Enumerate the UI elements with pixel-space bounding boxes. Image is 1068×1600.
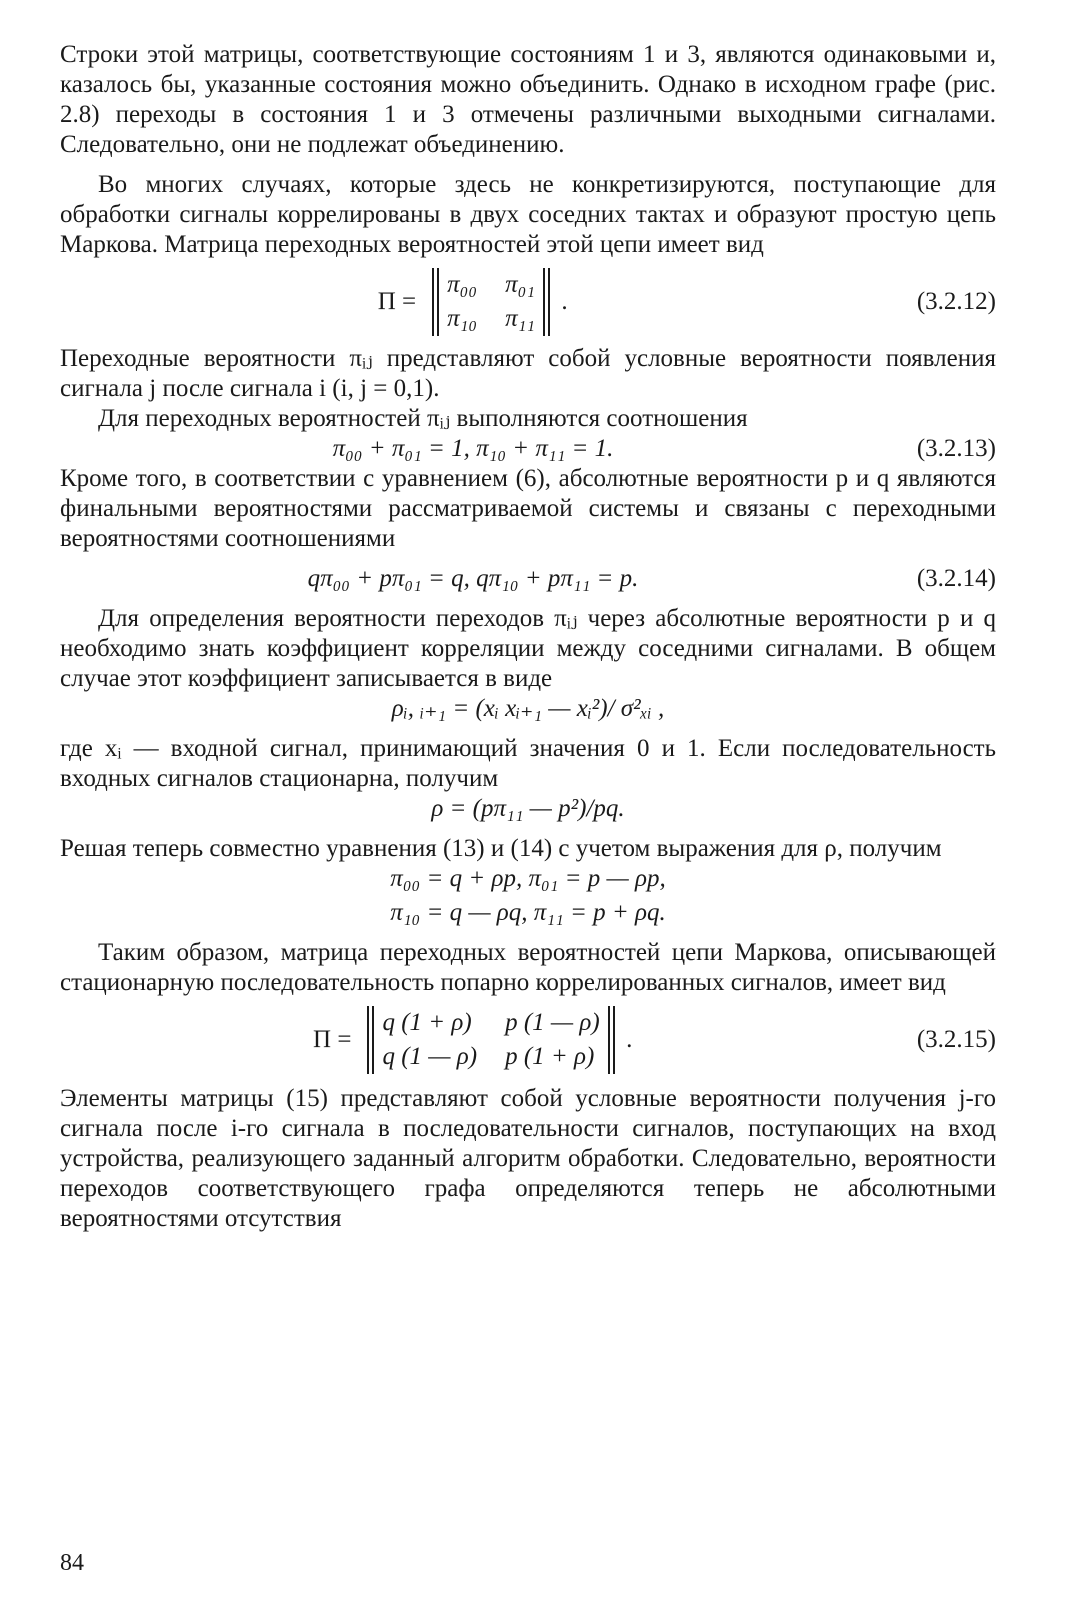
matrix-cell: π₀₁ <box>505 271 535 298</box>
equation-rho-general <box>60 694 996 724</box>
equation-number: (3.2.12) <box>916 288 996 315</box>
paragraph-10: Элементы матрицы (15) представляют собой условные вероятности получения j-го сигнала после i-го сигнала в последовательности сигналов, поступающих на вход устройства, реализующего заданный алгоритм обработки. Следовательно, вероятности переходов соответствующего графа определяются теперь не абсолютными вероятностями отсутствия <box>60 1085 996 1232</box>
paragraph-7: где xᵢ — входной сигнал, принимающий значения 0 и 1. Если последовательность входных сигналов стационарна, получим <box>60 735 996 792</box>
paragraph-8: Решая теперь совместно уравнения (13) и (14) с учетом выражения для ρ, получим <box>60 835 942 862</box>
matrix-cell: π₀₀ <box>447 271 478 298</box>
matrix-cell: q (1 + ρ) <box>382 1009 472 1036</box>
matrix-bracket-left <box>367 1006 374 1074</box>
equation-body: π₁₀ = q — ρq, π₁₁ = p + ρq. <box>390 899 666 926</box>
equation-3-2-15: Π = q (1 + ρ) p (1 — ρ) q (1 — ρ) p (1 + ρ) . (3.2.15) <box>60 1006 996 1074</box>
matrix-bracket-right <box>608 1006 615 1074</box>
equation-number: (3.2.15) <box>916 1026 996 1053</box>
equation-body: qπ₀₀ + pπ₀₁ = q, qπ₁₀ + pπ₁₁ = p. <box>307 565 639 592</box>
equation-body: ρᵢ, ᵢ₊₁ = (xᵢ xᵢ₊₁ — xᵢ²)/ σ²ₓᵢ , <box>391 695 665 722</box>
equation-body: π₀₀ = q + ρp, π₀₁ = p — ρp, <box>390 865 666 892</box>
paragraph-3: Переходные вероятности πᵢⱼ представляют собой условные вероятности появления сигнала j после сигнала i (i, j = 0,1). <box>60 345 996 402</box>
matrix-lhs: Π = <box>313 1026 352 1053</box>
equation-body: ρ = (pπ₁₁ — p²)/pq. <box>431 795 625 822</box>
matrix-cell: p (1 — ρ) <box>505 1009 600 1036</box>
matrix-lhs: Π = <box>377 288 417 315</box>
equation-number: (3.2.13) <box>916 435 996 462</box>
matrix-cell: π₁₀ <box>447 305 478 332</box>
equation-3-2-13 <box>60 434 996 464</box>
page-number: 84 <box>60 1550 84 1576</box>
matrix-cell: p (1 + ρ) <box>505 1043 595 1070</box>
paragraph-6: Для определения вероятности переходов πᵢⱼ через абсолютные вероятности p и q необходимо знать коэффициент корреляции между соседними сигналами. В общем случае этот коэффициент записывается в виде <box>60 605 996 692</box>
equation-3-2-12: Π = π₀₀ π₀₁ π₁₀ π₁₁ . (3.2.12) <box>60 268 996 336</box>
matrix-pi <box>424 268 558 336</box>
equation-number: (3.2.14) <box>916 565 996 592</box>
equation-3-2-14 <box>60 564 996 594</box>
equation-body: π₀₀ + π₀₁ = 1, π₁₀ + π₁₁ = 1. <box>332 435 614 462</box>
matrix-pi-correlated <box>359 1006 622 1074</box>
paragraph-5: Кроме того, в соответствии с уравнением (6), абсолютные вероятности p и q являются финальными вероятностями рассматриваемой системы и связаны с переходными вероятностями соотношениями <box>60 465 996 552</box>
paragraph-4: Для переходных вероятностей πᵢⱼ выполняются соотношения <box>98 405 748 432</box>
equation-solution-row-1 <box>60 864 996 894</box>
matrix-bracket-right <box>543 268 550 336</box>
equation-rho-stationary <box>60 794 996 824</box>
paragraph-2: Во многих случаях, которые здесь не конкретизируются, поступающие для обработки сигналы коррелированы в двух соседних тактах и образуют простую цепь Маркова. Матрица переходных вероятностей этой цепи имеет вид <box>60 171 996 258</box>
paragraph-9: Таким образом, матрица переходных вероятностей цепи Маркова, описывающей стационарную последовательность попарно коррелированных сигналов, имеет вид <box>60 939 996 996</box>
matrix-cell: π₁₁ <box>505 305 535 332</box>
matrix-cell: q (1 — ρ) <box>382 1043 478 1070</box>
matrix-bracket-left <box>432 268 439 336</box>
paragraph-1: Строки этой матрицы, соответствующие состояниям 1 и 3, являются одинаковыми и, казалось бы, указанные состояния можно объединить. Однако в исходном графе (рис. 2.8) переходы в состояния 1 и 3 отмечены различными выходными сигналами. Следовательно, они не подлежат объединению. <box>60 41 996 158</box>
equation-solution-row-2 <box>60 898 996 928</box>
